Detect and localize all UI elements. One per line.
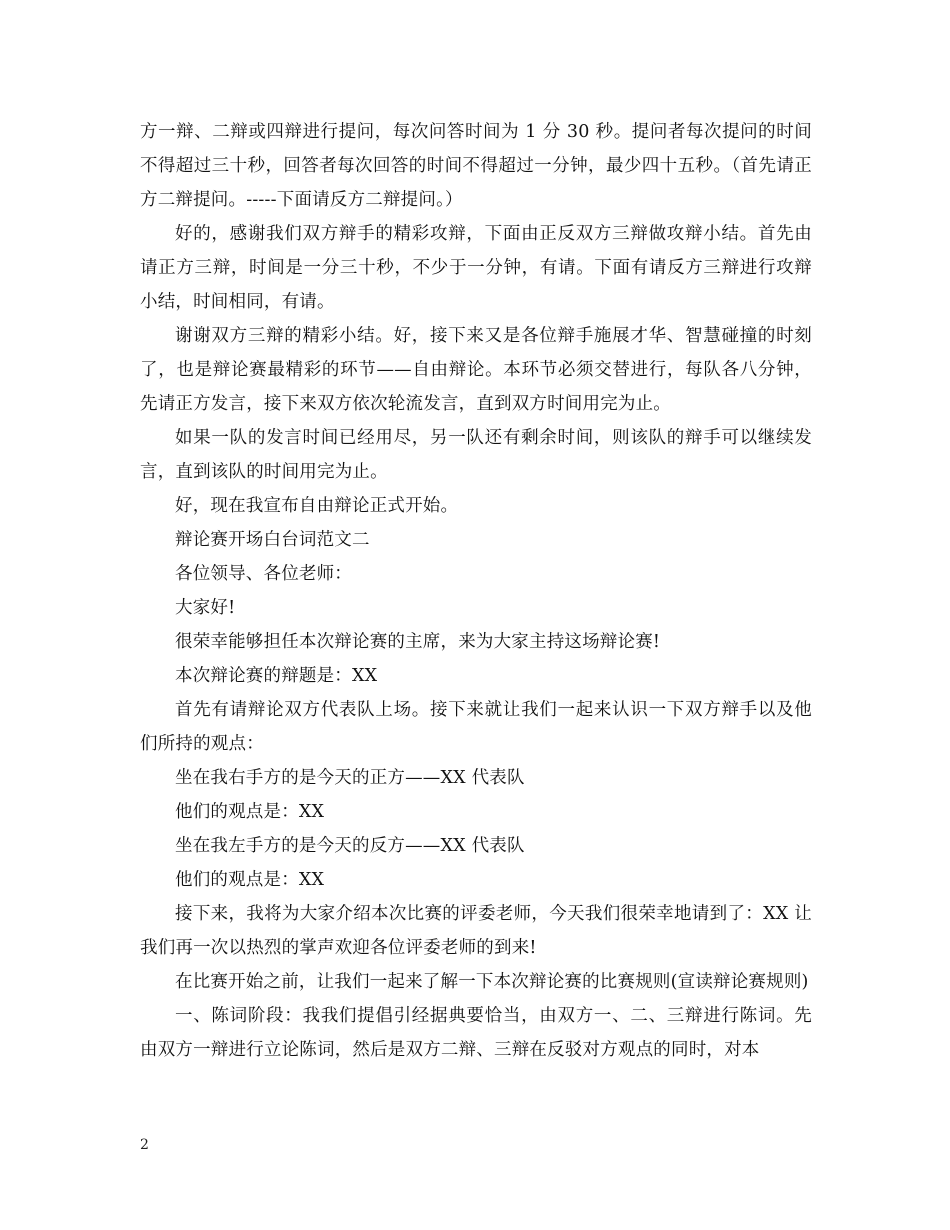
paragraph-11: 首先有请辩论双方代表队上场。接下来就让我们一起来认识一下双方辩手以及他们所持的观点：	[140, 700, 812, 754]
paragraph-4: 如果一队的发言时间已经用尽，另一队还有剩余时间，则该队的辩手可以继续发言，直到该队的时间用完为止。	[140, 428, 812, 482]
paragraph-2: 好的，感谢我们双方辩手的精彩攻辩，下面由正反双方三辩做攻辩小结。首先由请正方三辩，时间是一分三十秒，不少于一分钟，有请。下面有请反方三辩进行攻辩小结，时间相同，有请。	[140, 224, 812, 312]
paragraph-12: 坐在我右手方的是今天的正方——XX 代表队	[175, 768, 525, 788]
paragraph-9: 很荣幸能够担任本次辩论赛的主席，来为大家主持这场辩论赛!	[175, 632, 661, 652]
paragraph-1: 方一辩、二辩或四辩进行提问，每次问答时间为 1 分 30 秒。提问者每次提问的时间不得超过三十秒，回答者每次回答的时间不得超过一分钟，最少四十五秒。（首先请正方二辩提问。-----下面请反方二辩提问。）	[140, 122, 812, 210]
paragraph-14: 坐在我左手方的是今天的反方——XX 代表队	[175, 836, 525, 856]
paragraph-7: 各位领导、各位老师：	[175, 564, 352, 584]
document-body	[140, 115, 812, 1067]
page-number: 2	[140, 1137, 149, 1153]
paragraph-15: 他们的观点是：XX	[175, 870, 325, 890]
paragraph-3: 谢谢双方三辩的精彩小结。好，接下来又是各位辩手施展才华、智慧碰撞的时刻了，也是辩论赛最精彩的环节——自由辩论。本环节必须交替进行，每队各八分钟，先请正方发言，接下来双方依次轮流发言，直到双方时间用完为止。	[140, 326, 812, 414]
section-heading: 辩论赛开场白台词范文二	[175, 530, 370, 550]
paragraph-10: 本次辩论赛的辩题是：XX	[175, 666, 378, 686]
paragraph-18: 一、陈词阶段：我我们提倡引经据典要恰当，由双方一、二、三辩进行陈词。先由双方一辩进行立论陈词，然后是双方二辩、三辩在反驳对方观点的同时，对本	[140, 1006, 812, 1060]
paragraph-17: 在比赛开始之前，让我们一起来了解一下本次辩论赛的比赛规则(宣读辩论赛规则)	[175, 972, 809, 992]
paragraph-8: 大家好!	[175, 598, 236, 618]
paragraph-13: 他们的观点是：XX	[175, 802, 325, 822]
paragraph-5: 好，现在我宣布自由辩论正式开始。	[175, 496, 459, 516]
paragraph-16: 接下来，我将为大家介绍本次比赛的评委老师，今天我们很荣幸地请到了：XX 让我们再一次以热烈的掌声欢迎各位评委老师的到来!	[140, 904, 812, 958]
